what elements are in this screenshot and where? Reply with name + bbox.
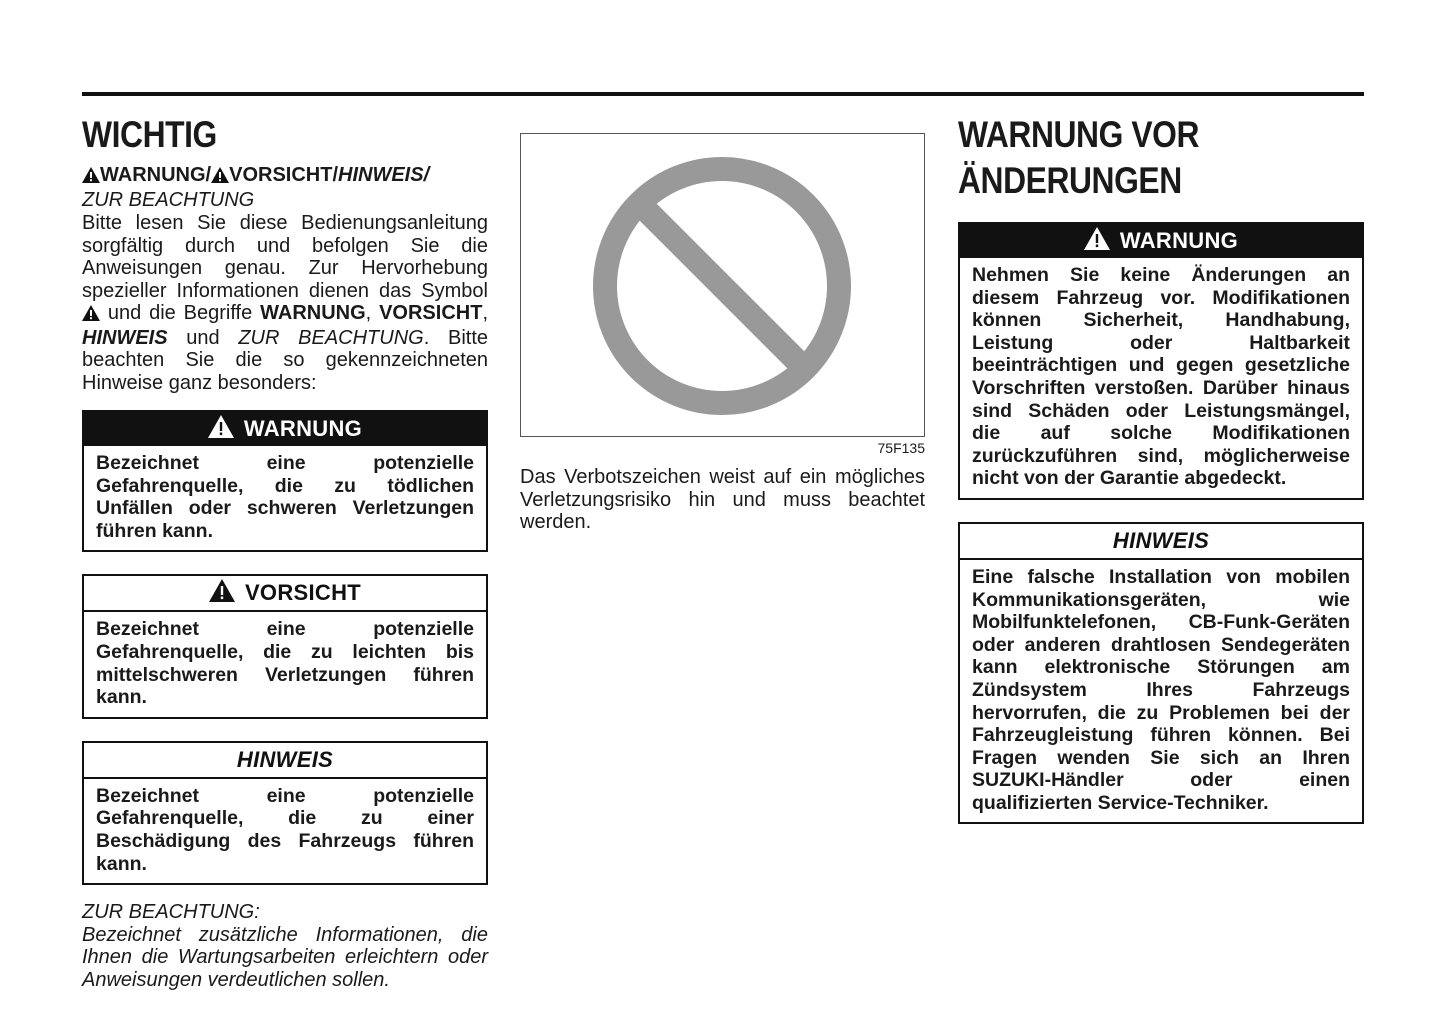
intro-comma-2: ,: [482, 302, 488, 324]
hinweis-box-label: HINWEIS: [236, 746, 334, 772]
zur-beachtung-text: Bezeichnet zusätzliche Informationen, die Ihnen die Wartungsarbeiten erleichtern oder Anweisungen verdeutlichen sollen.: [82, 923, 488, 991]
radio-hinweis-label: HINWEIS: [1112, 527, 1210, 553]
zur-beachtung-note: [82, 901, 488, 991]
warnung-box-header: [84, 412, 486, 446]
section-title-warnung-vor-aenderungen: [958, 112, 1307, 204]
middle-column: [520, 133, 925, 534]
modification-warnung-header: [960, 224, 1362, 258]
intro-und: und: [167, 326, 239, 349]
intro-text-1: Bitte lesen Sie diese Bedienungsanleitung sorgfältig durch und befolgen Sie die Anweisungen genau. Zur Hervorhebung spezieller Informationen dienen das Symbol: [82, 212, 488, 302]
warnung-box-text: Bezeichnet eine potenzielle Gefahrenquelle, die zu tödlichen Unfällen oder schweren Verletzungen führen kann.: [96, 452, 474, 542]
intro-zur-beachtung: ZUR BEACHTUNG: [238, 326, 424, 349]
modification-warnung-box: [958, 222, 1364, 500]
left-column: [82, 112, 488, 991]
figure-code: 75F135: [877, 440, 925, 456]
legend-hinweis: HINWEIS/: [338, 164, 430, 186]
vorsicht-box-label: VORSICHT: [244, 580, 362, 606]
vorsicht-box-header: [84, 576, 486, 612]
warning-triangle-icon: [1084, 227, 1110, 256]
warnung-box: [82, 410, 488, 552]
warnung-box-label: WARNUNG: [243, 416, 363, 441]
legend-vorsicht: VORSICHT/: [229, 164, 339, 186]
intro-warnung: WARNUNG: [260, 302, 366, 324]
warning-triangle-icon: [82, 304, 100, 327]
modification-warnung-label: WARNUNG: [1119, 228, 1239, 253]
intro-hinweis: HINWEIS: [82, 326, 168, 349]
intro-vorsicht: VORSICHT: [379, 302, 483, 324]
radio-hinweis-text: Eine falsche Installation von mobilen Kommunikationsgeräten, wie Mobilfunktelefonen, CB-Funk-Geräten oder anderen drahtlosen Sendegeräten kann elektronische Störungen am Zündsystem Ihres Fahrzeugs hervorrufen, die zu Problemen bei der Fahrzeugleistung führen können. Bei Fragen wenden Sie sich an Ihren SUZUKI-Händler oder einen qualifizierten Service-Techniker.: [972, 565, 1350, 814]
warning-triangle-icon: [82, 166, 100, 189]
figure-caption: Das Verbotszeichen weist auf ein mögliches Verletzungsrisiko hin und muss beachtet werden.: [520, 466, 925, 533]
legend-warnung: WARNUNG/: [100, 164, 212, 186]
title-line-2: ÄNDERUNGEN: [958, 160, 1182, 201]
prohibition-sign-icon: [521, 134, 924, 436]
intro-text-3: . Bitte beachten Sie die so gekennzeichneten Hinweise ganz besonders:: [82, 326, 488, 394]
title-line-1: WARNUNG VOR: [958, 114, 1200, 155]
right-column: [958, 112, 1364, 824]
prohibition-figure: [520, 133, 925, 437]
warning-triangle-icon: [211, 166, 229, 189]
modification-warnung-text: Nehmen Sie keine Änderungen an diesem Fahrzeug vor. Modifikationen können Sicherheit, Handhabung, Leistung oder Haltbarkeit beeinträchtigen und gegen gesetzliche Vorschriften verstoßen. Darüber hinaus sind Schäden oder Leistungsmängel, die auf solche Modifikationen zurückzuführen sind, möglicherweise nicht von der Garantie abgedeckt.: [972, 264, 1350, 490]
hinweis-box-text: Bezeichnet eine potenzielle Gefahrenquelle, die zu einer Beschädigung des Fahrzeugs führen kann.: [96, 784, 474, 875]
legend-zur-beachtung: ZUR BEACHTUNG: [82, 189, 255, 211]
intro-paragraph: [82, 212, 488, 394]
warning-triangle-icon: [209, 579, 235, 608]
hinweis-box: [82, 741, 488, 885]
radio-hinweis-box: [958, 522, 1364, 825]
radio-hinweis-header: [960, 524, 1362, 560]
zur-beachtung-heading: ZUR BEACHTUNG:: [82, 901, 260, 924]
section-title-wichtig: WICHTIG: [82, 114, 217, 155]
intro-text-2: und die Begriffe: [100, 302, 261, 324]
vorsicht-box-text: Bezeichnet eine potenzielle Gefahrenquelle, die zu leichten bis mittelschweren Verletzungen führen kann.: [96, 618, 474, 709]
warning-triangle-icon: [208, 415, 234, 444]
intro-comma-1: ,: [365, 302, 380, 324]
hinweis-box-header: [84, 743, 486, 779]
top-rule: [82, 92, 1364, 96]
symbol-legend-heading: [82, 164, 488, 212]
vorsicht-box: [82, 574, 488, 718]
